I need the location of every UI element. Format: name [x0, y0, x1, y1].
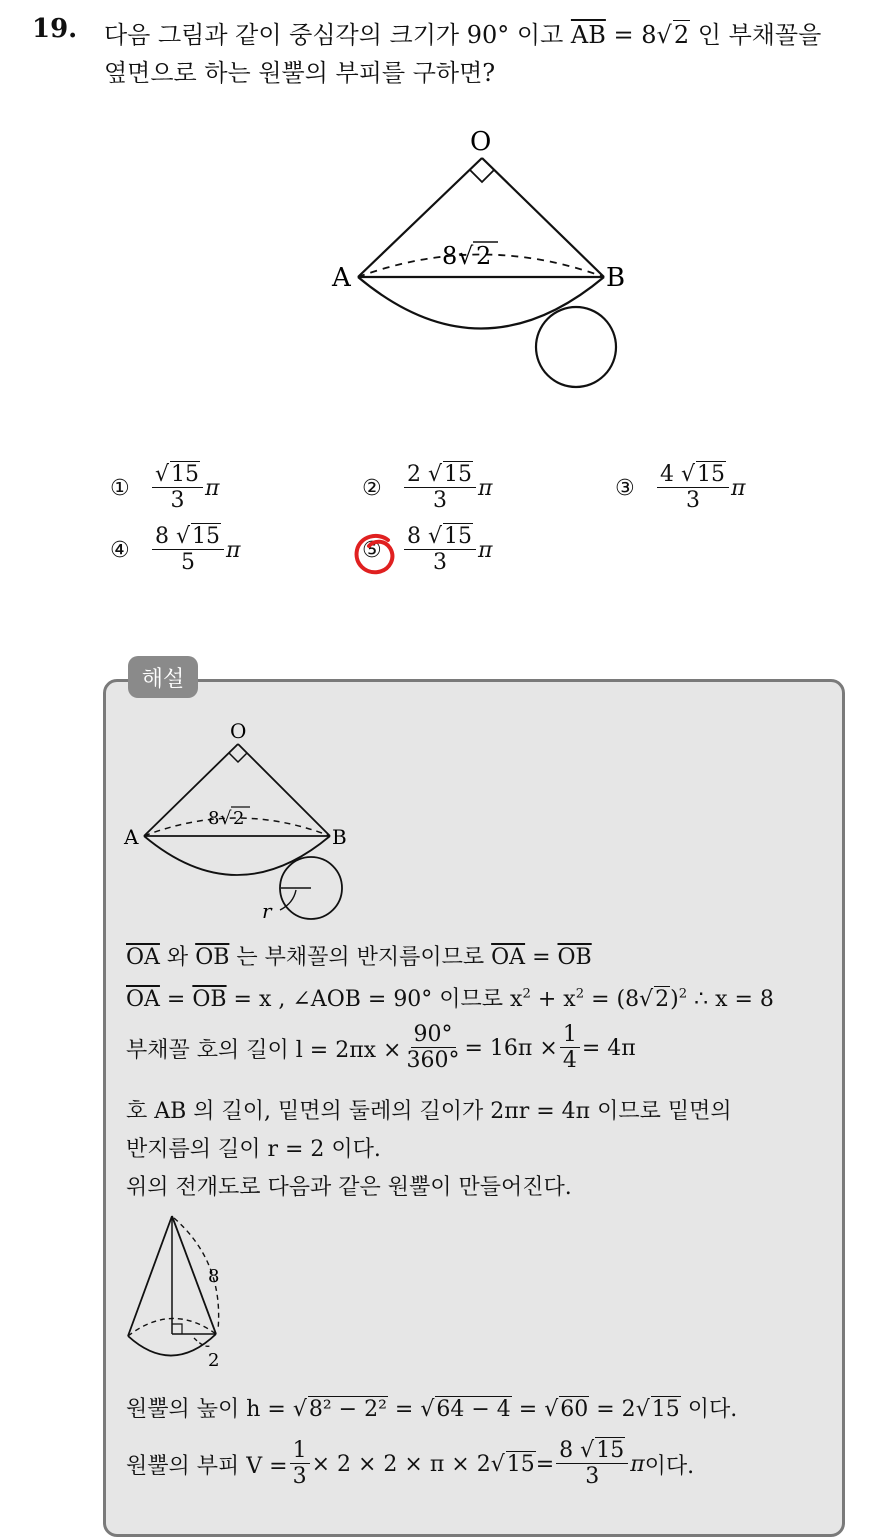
choice-3-coef: 4 — [660, 462, 674, 487]
line7-t5: 이다. — [680, 1397, 738, 1422]
line2-t1: = x , ∠AOB = 90° 이므로 x — [226, 987, 523, 1012]
choice-4[interactable] — [110, 524, 241, 577]
question-number: 19. — [32, 14, 78, 44]
line3-den1: 360° — [406, 1048, 460, 1074]
base-circle — [536, 307, 616, 387]
line7-r4: 15 — [651, 1397, 680, 1422]
solution-line-6: 위의 전개도로 다음과 같은 원뿔이 만들어진다. — [126, 1175, 572, 1200]
choice-4-pi: π — [226, 537, 241, 563]
solution-line-3 — [126, 1022, 636, 1075]
line7-t3: = — [511, 1397, 545, 1422]
sol-label-b: B — [332, 825, 347, 849]
sol-right-angle-mark — [229, 753, 247, 762]
question-text-3: 인 부채꼴을 — [697, 21, 822, 49]
choice-5-rad: 15 — [444, 524, 473, 549]
choice-1[interactable] — [110, 462, 220, 515]
line8-num1: 1 — [290, 1438, 310, 1464]
choice-2-rad: 15 — [444, 462, 473, 487]
sqrt-icon: √ — [681, 462, 696, 487]
sqrt-icon: √ — [635, 1397, 650, 1422]
sol-label-a: A — [124, 825, 139, 849]
solution-line-8 — [126, 1438, 694, 1491]
line8-den2: 3 — [585, 1464, 600, 1490]
choice-3-den: 3 — [686, 488, 701, 514]
choice-3[interactable] — [615, 462, 746, 515]
line8-t1: 원뿔의 부피 V = — [126, 1453, 288, 1479]
radius-ob — [482, 158, 604, 277]
line3-t2: = 16π × — [464, 1035, 558, 1061]
sol-arc-ab — [144, 836, 330, 875]
segment-ab: $\overline{AB}$ — [570, 21, 606, 49]
sqrt-icon: √ — [155, 462, 170, 487]
line1-t1: 와 — [159, 945, 196, 970]
line1-t2: 는 부채꼴의 반지름이므로 — [229, 945, 492, 970]
line3-num2: 1 — [560, 1022, 580, 1048]
cone-radius-label: 2 — [208, 1350, 220, 1371]
sol-label-r: r — [262, 899, 272, 923]
line2-plus: + x — [530, 987, 576, 1012]
question-text-2: = 8 — [613, 21, 657, 49]
solution-line-7 — [126, 1392, 737, 1423]
answer-circle-icon — [350, 530, 402, 580]
choice-4-coef: 8 — [155, 524, 169, 549]
chord-sqrt-icon: √ — [458, 242, 474, 270]
line7-r1: 8² − 2² — [308, 1397, 387, 1422]
line8-den1: 3 — [292, 1464, 307, 1490]
choice-2[interactable] — [362, 462, 493, 515]
solution-line-5: 반지름의 길이 r = 2 이다. — [126, 1137, 381, 1162]
sector-figure — [320, 120, 640, 400]
line7-t4: = 2 — [589, 1397, 636, 1422]
choice-1-den: 3 — [170, 488, 185, 514]
seg-ob-2: $\overline{OB}$ — [557, 945, 592, 970]
solution-line-1 — [126, 940, 592, 971]
question-text — [104, 16, 874, 92]
question-text-1: 다음 그림과 같이 중심각의 크기가 90° 이고 — [104, 21, 564, 49]
sqrt-icon: √ — [490, 1451, 505, 1477]
seg-ob-3: $\overline{OB}$ — [192, 987, 227, 1012]
line2-sq3: 2 — [678, 986, 688, 1002]
label-a: A — [332, 263, 351, 293]
solution-sector-figure — [118, 714, 358, 926]
label-o: O — [470, 127, 492, 157]
line8-t3: = — [535, 1451, 555, 1477]
sqrt-icon: √ — [420, 1397, 435, 1422]
sqrt-icon: √ — [428, 462, 443, 487]
line8-pi: π — [630, 1451, 645, 1477]
choice-2-pi: π — [478, 475, 493, 501]
sqrt-icon: √ — [176, 524, 191, 549]
sol-label-o: O — [230, 719, 247, 743]
choice-5-pi: π — [478, 537, 493, 563]
seg-oa: $\overline{OA}$ — [126, 945, 160, 970]
seg-oa-3: $\overline{OA}$ — [126, 987, 160, 1012]
question-text-4: 옆면으로 하는 원뿔의 부피를 구하면? — [104, 59, 496, 87]
sqrt-icon: √ — [656, 21, 672, 49]
sol-chord-coef: 8 — [208, 808, 220, 829]
line3-den2: 4 — [562, 1048, 577, 1074]
sqrt-icon: √ — [292, 1397, 307, 1422]
line3-num1: 90° — [411, 1022, 456, 1048]
line2-t3: ) — [670, 987, 679, 1012]
right-angle-mark — [470, 170, 494, 182]
choice-2-den: 3 — [433, 488, 448, 514]
choice-5-coef: 8 — [407, 524, 421, 549]
cone-right-angle — [172, 1324, 182, 1334]
line2-t2: = (8 — [584, 987, 640, 1012]
cone-slant-label: 8 — [208, 1266, 220, 1287]
line8-t2: × 2 × 2 × π × 2 — [311, 1451, 491, 1477]
line2-rad: 2 — [655, 987, 670, 1012]
arc-ab — [358, 277, 604, 329]
solution-line-2 — [126, 982, 774, 1013]
line8-t4: 이다. — [644, 1453, 695, 1479]
cone-base-front — [128, 1334, 216, 1356]
sqrt-value: 2 — [673, 21, 690, 49]
choice-4-den: 5 — [181, 550, 196, 576]
choice-2-coef: 2 — [407, 462, 421, 487]
sol-radius-ob — [238, 744, 330, 836]
line7-r2: 64 − 4 — [436, 1397, 511, 1422]
line3-t3: = 4π — [581, 1035, 636, 1061]
choice-5-mark: ⑤ — [362, 537, 382, 563]
line2-t4: ∴ x = 8 — [687, 987, 774, 1012]
solution-line-4: 호 AB 의 길이, 밑면의 둘레의 길이가 2πr = 4π 이므로 밑면의 — [126, 1099, 732, 1124]
choice-4-rad: 15 — [192, 524, 221, 549]
choice-1-pi: π — [205, 475, 220, 501]
line7-r3: 60 — [560, 1397, 589, 1422]
sqrt-icon: √ — [639, 987, 654, 1012]
sqrt-icon: √ — [428, 524, 443, 549]
cone-figure — [118, 1206, 248, 1372]
choice-3-rad: 15 — [697, 462, 726, 487]
line2-sq: 2 — [522, 986, 531, 1002]
choice-2-mark: ② — [362, 475, 382, 501]
chord-rad: 2 — [476, 242, 492, 270]
line8-num2r: 15 — [596, 1438, 625, 1463]
choice-1-mark: ① — [110, 475, 130, 501]
line2-eq: = — [159, 987, 193, 1012]
label-b: B — [606, 263, 626, 293]
choice-4-mark: ④ — [110, 537, 130, 563]
line7-t2: = — [387, 1397, 421, 1422]
line1-eq: = — [525, 945, 558, 970]
seg-oa-2: $\overline{OA}$ — [491, 945, 526, 970]
line2-sq2: 2 — [575, 986, 585, 1002]
line7-t1: 원뿔의 높이 h = — [126, 1397, 293, 1422]
choice-1-rad: 15 — [171, 462, 200, 487]
sqrt-icon: √ — [580, 1438, 595, 1463]
choice-3-pi: π — [731, 475, 746, 501]
line3-t1: 부채꼴 호의 길이 l = 2πx × — [126, 1037, 402, 1063]
chord-coef: 8 — [442, 242, 458, 270]
line8-num2c: 8 — [559, 1438, 574, 1463]
seg-ob: $\overline{OB}$ — [195, 945, 230, 970]
cone-left-side — [128, 1216, 172, 1336]
sol-chord-sqrt-icon: √ — [220, 808, 232, 829]
line8-rad: 15 — [506, 1452, 535, 1478]
choice-5-den: 3 — [433, 550, 448, 576]
sqrt-icon: √ — [544, 1397, 559, 1422]
sol-chord-rad: 2 — [233, 808, 245, 829]
choice-3-mark: ③ — [615, 475, 635, 501]
solution-tag: 해설 — [128, 656, 198, 698]
